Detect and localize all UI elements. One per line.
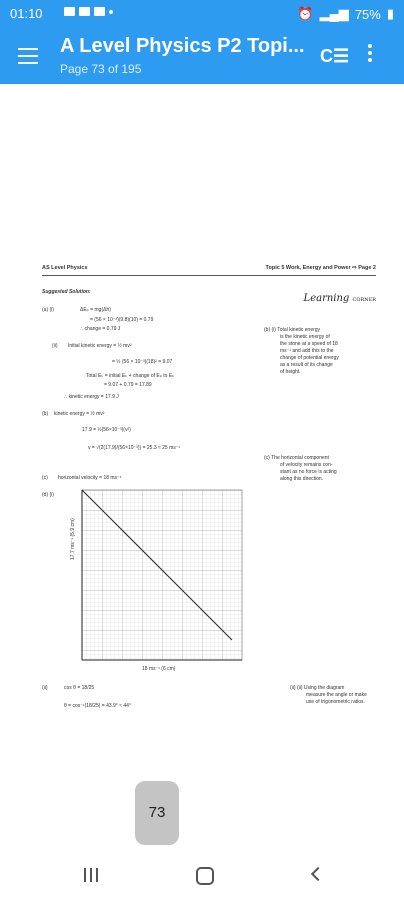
- text-line: ∴ change = 0.79 J: [80, 326, 121, 332]
- label-c: (c): [42, 475, 48, 481]
- table-of-contents-icon[interactable]: C☰: [320, 46, 350, 66]
- side-note: is the kinetic energy of: [280, 334, 330, 340]
- solution-heading: Suggested Solution:: [42, 289, 91, 295]
- app-bar: [0, 26, 404, 84]
- side-note: (b) (i) Total kinetic energy: [264, 327, 321, 333]
- side-note: change of potential energy: [280, 355, 339, 361]
- battery-icon: ▮: [386, 6, 394, 21]
- page-indicator: Page 73 of 195: [60, 62, 142, 76]
- youtube-icon: [94, 7, 105, 16]
- side-note: (c) The horizontal component: [264, 455, 329, 461]
- label-d-i: (d) (i): [42, 492, 54, 498]
- document-page: [42, 265, 376, 720]
- ylabel: 17.7 ms⁻¹ (5.9 cm): [70, 518, 76, 560]
- text-line: cos θ = 18/25: [64, 685, 95, 691]
- side-note: of velocity remains con-: [280, 462, 333, 468]
- header-right: Topic 5 Work, Energy and Power ⇨ Page 2: [265, 265, 376, 271]
- notification-icons: [64, 7, 113, 16]
- velocity-diagram: [70, 490, 287, 672]
- more-options-icon[interactable]: [368, 44, 372, 65]
- label-b: (b): [42, 411, 49, 417]
- label-ii: (ii): [52, 343, 58, 349]
- label-a-i: (a) (i): [42, 307, 54, 313]
- menu-icon[interactable]: [18, 48, 38, 69]
- brand-suffix: CORNER: [352, 297, 376, 303]
- back-icon[interactable]: [311, 867, 325, 881]
- side-note: as a result of its change: [280, 362, 333, 368]
- brand-name: Learning: [303, 293, 350, 304]
- text-line: ∴ kinetic energy = 17.9 J: [64, 394, 119, 400]
- side-note: (ii) (ii) Using the diagram: [290, 685, 345, 691]
- page-number-chip[interactable]: 73: [135, 781, 179, 845]
- page-header: [42, 265, 376, 276]
- text-line: Initial kinetic energy = ½ mv²: [68, 343, 132, 349]
- battery-percent: 75%: [354, 6, 381, 22]
- document-title: A Level Physics P2 Topi...: [60, 35, 305, 57]
- text-line: = ½ (56 × 10⁻³)(18)² = 9.07: [112, 359, 173, 365]
- side-note: measure the angle or make: [306, 692, 367, 698]
- text-line: v = √(2(17.9)/(56×10⁻³)) = 25.3 ≈ 25 ms⁻¹: [88, 445, 181, 451]
- side-note: the stone at a speed of 18: [280, 341, 338, 347]
- text-line: kinetic energy = ½ mv²: [54, 411, 105, 417]
- status-bar: [0, 0, 404, 26]
- recent-apps-icon[interactable]: [84, 868, 98, 882]
- status-time: 01:10: [10, 6, 43, 21]
- message-icon: [79, 7, 90, 16]
- side-note: of height.: [280, 369, 301, 375]
- text-line: 17.9 = ½(56×10⁻³)(v²): [82, 427, 131, 433]
- alarm-icon: ⏰: [297, 6, 314, 21]
- text-line: horizontal velocity = 18 ms⁻¹: [58, 475, 122, 481]
- text-line: = (56 × 10⁻³)(9.8)(10) = 0.79: [90, 317, 154, 323]
- side-note: ms⁻¹ and add this to the: [280, 348, 334, 354]
- brand-logo: [304, 293, 376, 304]
- text-line: θ = cos⁻¹(18/25) = 43.9° ≈ 44°: [64, 703, 131, 709]
- home-icon[interactable]: [196, 867, 214, 885]
- text-line: Total Eₖ = initial Eₖ + change of Eₚ to Eₖ: [86, 373, 175, 379]
- system-navigation-bar: [0, 855, 404, 900]
- graph-paper-grid: [82, 490, 242, 660]
- xlabel: 18 ms⁻¹ (6 cm): [142, 666, 176, 672]
- text-line: ΔEₚ = mg(Δh): [80, 307, 111, 313]
- signal-icon: ▂▄▆: [319, 6, 349, 21]
- text-line: = 9.07 + 0.79 = 17.89: [104, 382, 152, 388]
- more-notifications-icon: [109, 10, 113, 14]
- header-left: AS Level Physics: [42, 265, 88, 271]
- gallery-icon: [64, 7, 75, 16]
- side-note: use of trigonometric ratios.: [306, 699, 365, 705]
- side-note: along this direction.: [280, 476, 324, 482]
- label-ii: (ii): [42, 685, 48, 691]
- side-note: stant as no force is acting: [280, 469, 337, 475]
